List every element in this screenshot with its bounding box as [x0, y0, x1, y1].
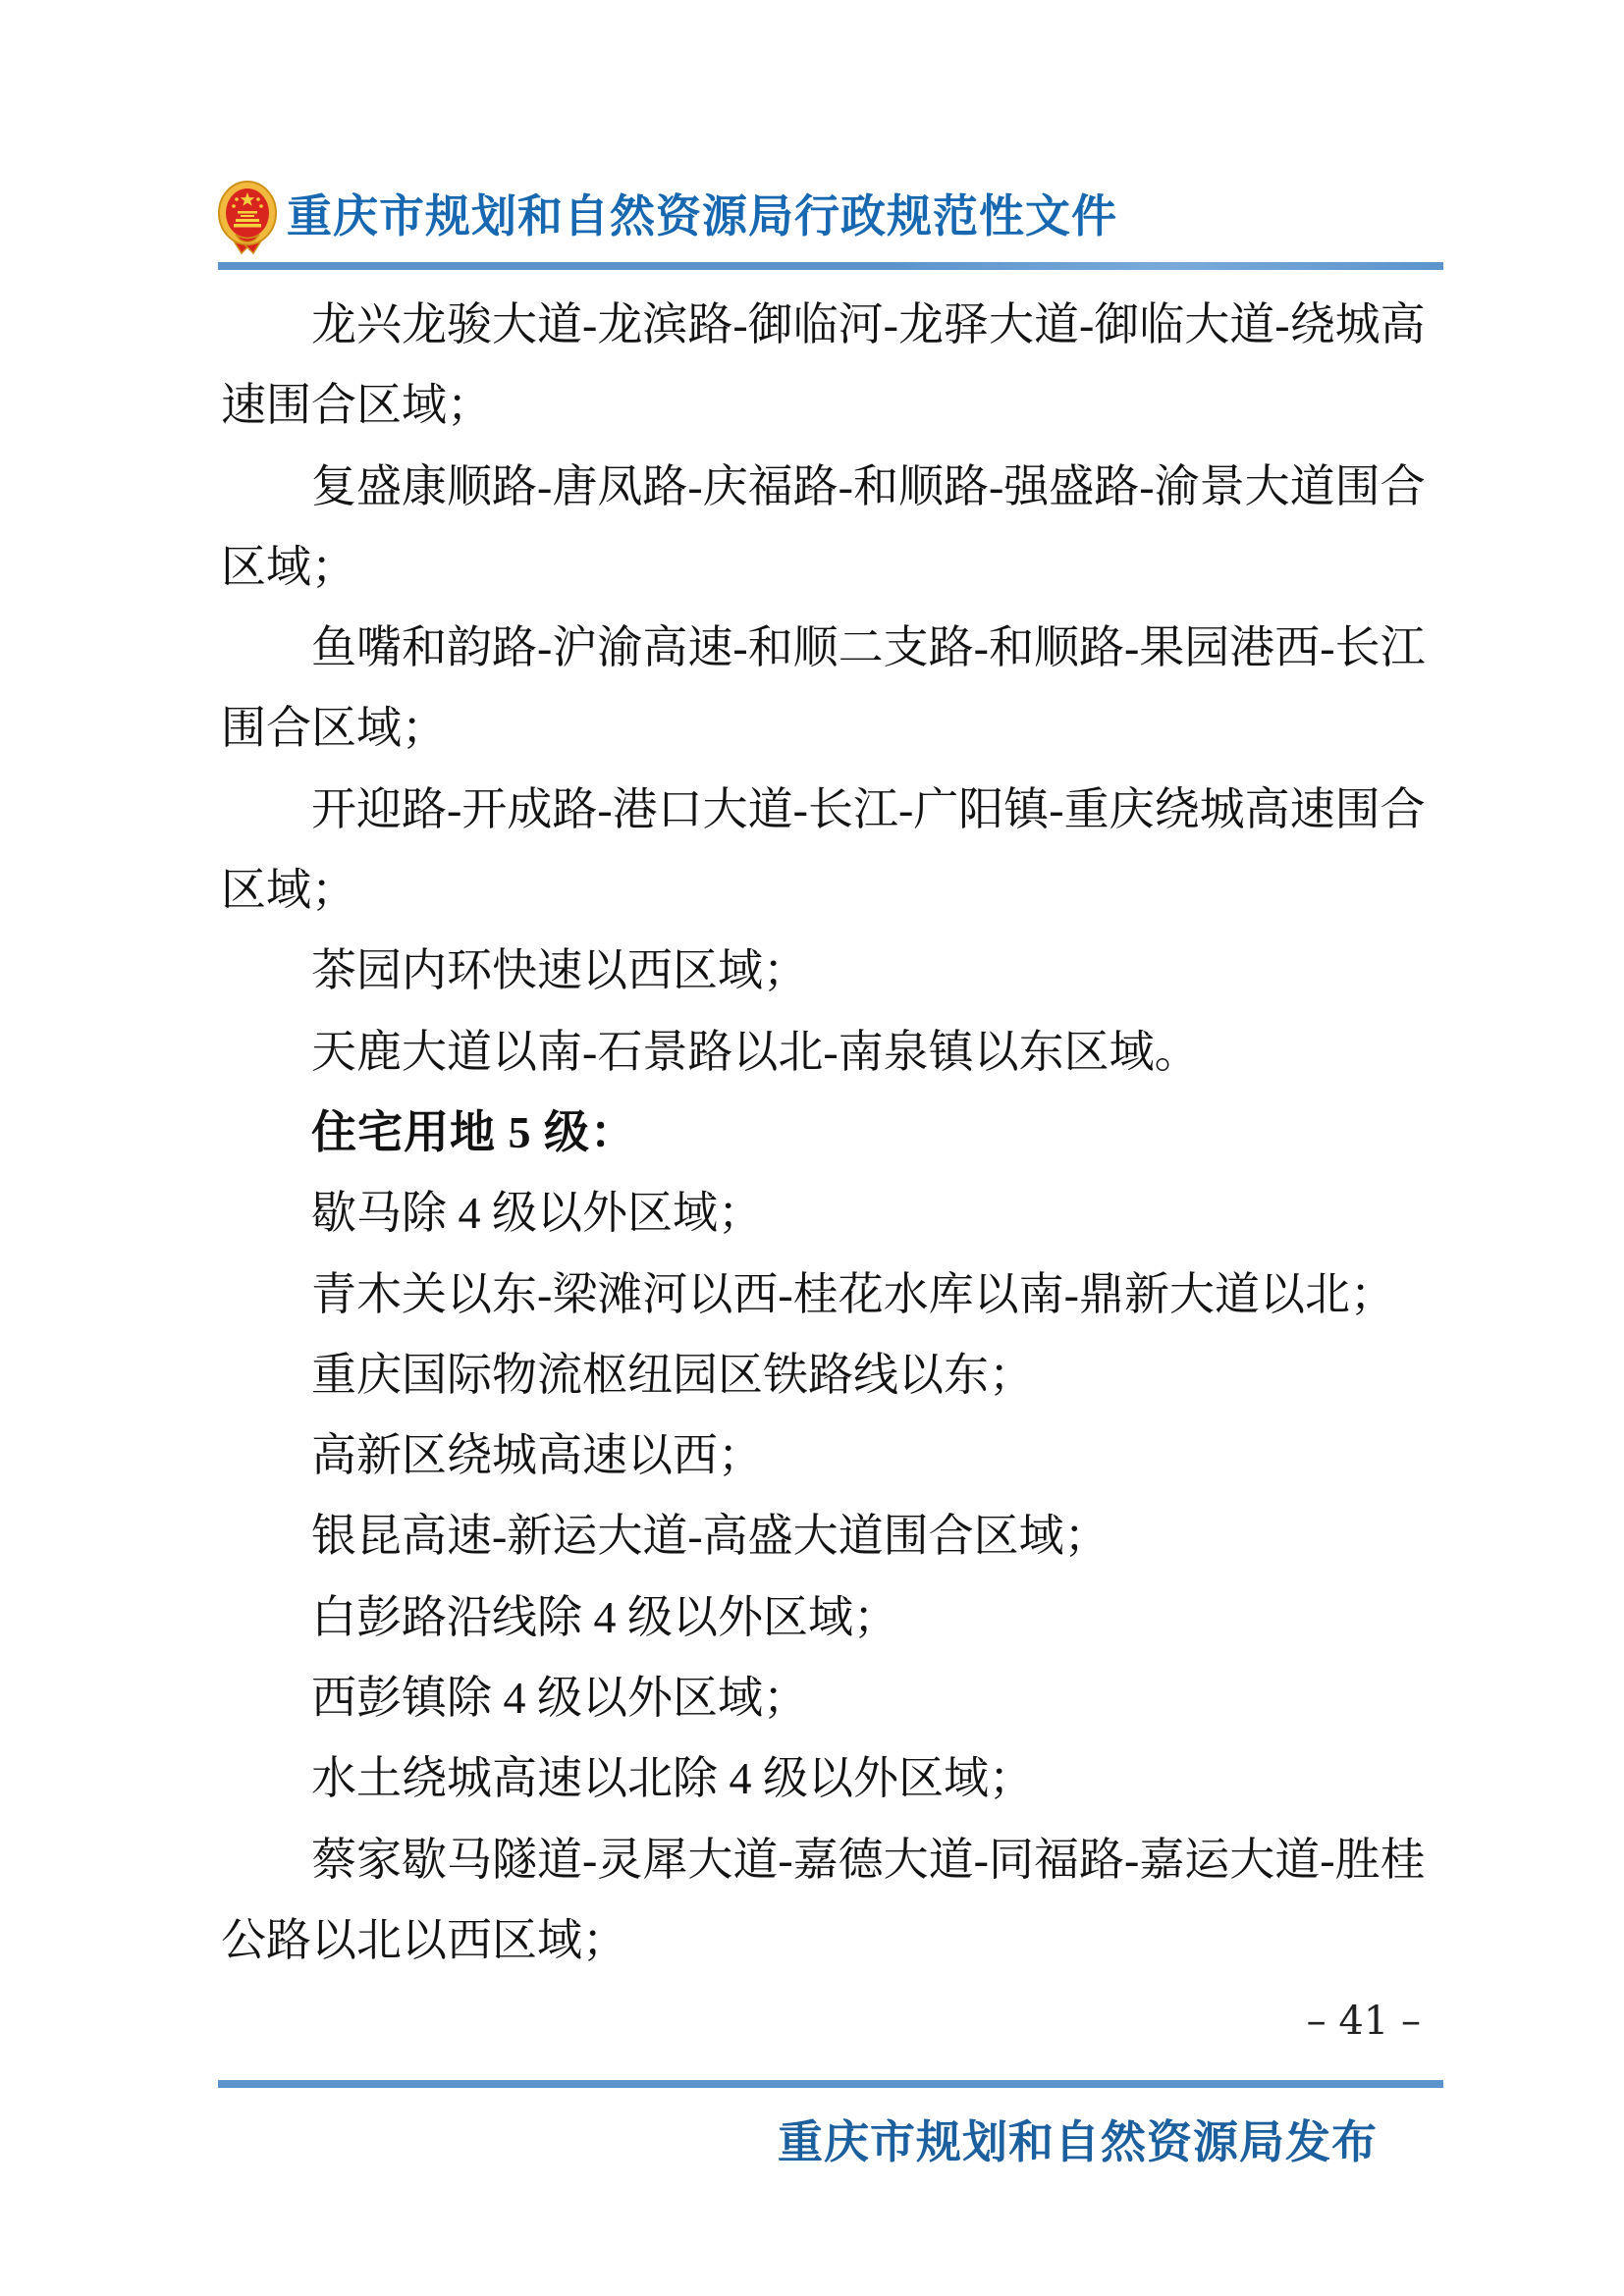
body-line: 速围合区域； [221, 380, 492, 431]
footer-publisher: 重庆市规划和自然资源局发布 [778, 2117, 1378, 2167]
body-line: 区域； [221, 865, 356, 916]
body-line: 西彭镇除 4 级以外区域； [311, 1673, 808, 1724]
body-line: 公路以北以西区域； [221, 1914, 627, 1965]
china-national-emblem-icon [216, 181, 279, 259]
body-line: 青木关以东-梁滩河以西-桂花水库以南-鼎新大道以北； [311, 1268, 1395, 1319]
page-number: – 41 – [1306, 1999, 1421, 2044]
body-line: 水土绕城高速以北除 4 级以外区域； [311, 1753, 1034, 1804]
body-line: 歇马除 4 级以外区域； [311, 1188, 763, 1239]
body-line: 鱼嘴和韵路-沪渝高速-和顺二支路-和顺路-果园港西-长江 [311, 622, 1426, 673]
body-line: 开迎路-开成路-港口大道-长江-广阳镇-重庆绕城高速围合 [311, 783, 1426, 834]
document-body [221, 285, 1444, 1981]
document-header-title: 重庆市规划和自然资源局行政规范性文件 [287, 190, 1117, 241]
body-line: 银昆高速-新运大道-高盛大道围合区域； [311, 1511, 1110, 1562]
body-line: 天鹿大道以南-石景路以北-南泉镇以东区域。 [311, 1026, 1200, 1077]
body-line: 蔡家歇马隧道-灵犀大道-嘉德大道-同福路-嘉运大道-胜桂 [311, 1834, 1426, 1885]
section-heading: 住宅用地 5 级： [311, 1106, 636, 1157]
header-divider-line [218, 262, 1443, 270]
body-line: 区域； [221, 541, 356, 592]
body-line: 茶园内环快速以西区域； [311, 945, 808, 996]
body-line: 龙兴龙骏大道-龙滨路-御临河-龙驿大道-御临大道-绕城高 [311, 299, 1426, 349]
body-line: 高新区绕城高速以西； [311, 1430, 763, 1481]
body-line: 复盛康顺路-唐凤路-庆福路-和顺路-强盛路-渝景大道围合 [311, 460, 1426, 511]
body-line: 重庆国际物流枢纽园区铁路线以东； [311, 1349, 1034, 1400]
footer-divider-line [218, 2080, 1443, 2088]
body-line: 围合区域； [221, 703, 447, 754]
body-line: 白彭路沿线除 4 级以外区域； [311, 1591, 898, 1642]
